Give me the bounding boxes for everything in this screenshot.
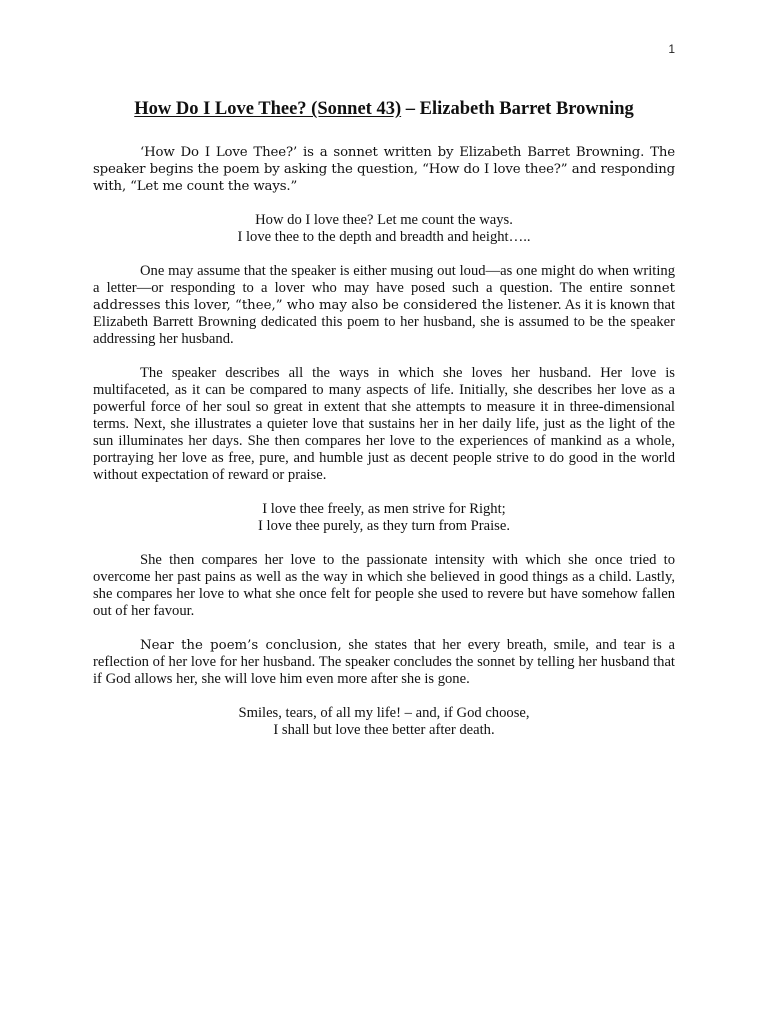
verse-line: Smiles, tears, of all my life! – and, if God choose,	[238, 705, 530, 721]
verse-line: I shall but love thee better after death.	[273, 722, 495, 738]
paragraph-text: sonnet addresses this lover, “thee,” who may also be considered the listener.	[93, 281, 675, 313]
page-number: 1	[668, 42, 675, 56]
verse-line: How do I love thee? Let me count the ways.	[255, 212, 513, 228]
verse-quote-3	[93, 705, 675, 739]
paragraph-passion: She then compares her love to the passionate intensity with which she once tried to overcome her past pains as well as the way in which she believed in good things as a child. Lastly, she compares her love to what she once felt for people she used to revere but have somehow fallen out of her favour.	[93, 552, 675, 619]
paragraph-text: she states that her every breath, smile, and tear is a reflection of her love for her husband. The speaker concludes the sonnet by telling her husband that if God allows her, she will love him even more after she is gone.	[93, 637, 675, 687]
title-author: – Elizabeth Barret Browning	[401, 99, 634, 119]
verse-quote-2	[93, 501, 675, 535]
paragraph-text: One may assume that the speaker is either musing out loud—as one might do when writing a letter—or responding to a lover who may have posed such a question. The entire	[93, 263, 675, 296]
paragraph-conclusion	[93, 637, 675, 688]
paragraph-ways: The speaker describes all the ways in which she loves her husband. Her love is multifaceted, as it can be compared to many aspects of life. Initially, she describes her love as a powerful force of her soul so great in extent that she attempts to measure it in three-dimensional terms. Next, she illustrates a quieter love that sustains her in her daily life, just as the light of the sun illuminates her days. She then compares her love to the experiences of mankind as a whole, portraying her love as free, pure, and humble just as decent people strive to do good in the world without expectation of reward or praise.	[93, 365, 675, 483]
verse-quote-1	[93, 212, 675, 246]
paragraph-speaker	[93, 263, 675, 348]
verse-line: I love thee to the depth and breadth and height…..	[237, 229, 531, 245]
document-title	[93, 96, 675, 122]
verse-line: I love thee freely, as men strive for Right;	[262, 501, 506, 517]
paragraph-intro: ‘How Do I Love Thee?’ is a sonnet written by Elizabeth Barret Browning. The speaker begins the poem by asking the question, “How do I love thee?” and responding with, “Let me count the ways.”	[93, 145, 675, 194]
verse-line: I love thee purely, as they turn from Praise.	[258, 518, 510, 534]
title-poem-name: How Do I Love Thee? (Sonnet 43)	[134, 99, 402, 119]
document-body	[93, 96, 675, 756]
paragraph-text: Near the poem’s conclusion,	[140, 638, 342, 653]
paragraph-text: As it is known that Elizabeth Barrett Browning dedicated this poem to her husband, she is assumed to be the speaker addressing her husband.	[93, 297, 675, 347]
